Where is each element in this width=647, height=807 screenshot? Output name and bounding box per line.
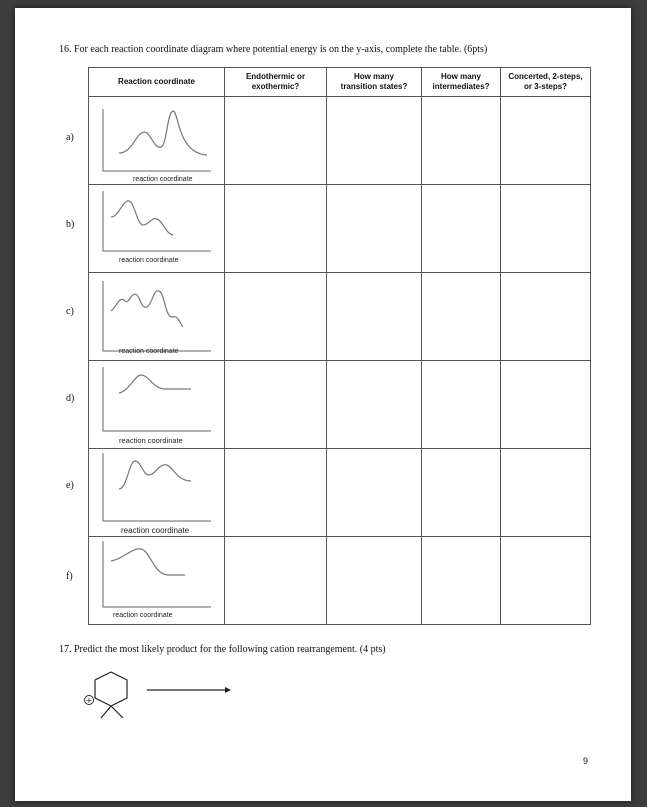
diagram-d-graph <box>89 361 211 448</box>
worksheet-page <box>15 8 631 801</box>
answer-cell-f-steps[interactable] <box>501 537 591 625</box>
diagram-cell-a <box>89 97 225 185</box>
answer-cell-b-transition-states[interactable] <box>327 185 422 273</box>
diagram-a-axis-label: reaction coordinate <box>133 176 193 183</box>
answer-cell-e-steps[interactable] <box>501 449 591 537</box>
answer-cell-d-intermediates[interactable] <box>422 361 501 449</box>
positive-charge-symbol: + <box>85 696 93 705</box>
diagram-cell-f <box>89 537 225 625</box>
answer-cell-b-intermediates[interactable] <box>422 185 501 273</box>
question-17-text: 17. Predict the most likely product for the following cation rearrangement. (4 pts) <box>59 644 386 655</box>
header-transition-states-text: How many transition states? <box>340 72 408 91</box>
header-intermediates <box>422 68 501 97</box>
row-label-c: c) <box>66 306 74 317</box>
diagram-e-graph <box>89 449 211 536</box>
answer-cell-f-endo-exo[interactable] <box>225 537 327 625</box>
answer-cell-e-transition-states[interactable] <box>327 449 422 537</box>
answer-cell-e-intermediates[interactable] <box>422 449 501 537</box>
header-reaction-coordinate: Reaction coordinate <box>89 68 225 97</box>
table-row <box>89 449 591 537</box>
row-label-b: b) <box>66 219 75 230</box>
answer-cell-c-steps[interactable] <box>501 273 591 361</box>
answer-cell-c-endo-exo[interactable] <box>225 273 327 361</box>
table-row <box>89 361 591 449</box>
row-label-f: f) <box>66 571 73 582</box>
table-row <box>89 537 591 625</box>
diagram-cell-e <box>89 449 225 537</box>
answer-cell-d-transition-states[interactable] <box>327 361 422 449</box>
diagram-a-graph <box>89 97 211 184</box>
header-endo-exo-text: Endothermic or exothermic? <box>245 72 306 91</box>
diagram-cell-d <box>89 361 225 449</box>
diagram-d-axis-label: reaction coordinate <box>119 436 183 445</box>
reaction-coordinate-table <box>88 67 591 625</box>
table-row <box>89 273 591 361</box>
question-16-text: 16. For each reaction coordinate diagram where potential energy is on the y-axis, complete the table. (6pts) <box>59 44 488 55</box>
answer-cell-a-steps[interactable] <box>501 97 591 185</box>
diagram-e-axis-label: reaction coordinate <box>121 526 190 535</box>
answer-cell-d-endo-exo[interactable] <box>225 361 327 449</box>
answer-cell-a-endo-exo[interactable] <box>225 97 327 185</box>
row-label-d: d) <box>66 393 75 404</box>
answer-cell-d-steps[interactable] <box>501 361 591 449</box>
header-intermediates-text: How many intermediates? <box>432 72 490 91</box>
answer-cell-e-endo-exo[interactable] <box>225 449 327 537</box>
answer-cell-f-intermediates[interactable] <box>422 537 501 625</box>
table-row <box>89 185 591 273</box>
answer-cell-a-transition-states[interactable] <box>327 97 422 185</box>
table-row <box>89 97 591 185</box>
diagram-f-axis-label: reaction coordinate <box>113 612 173 619</box>
header-endo-exo <box>225 68 327 97</box>
row-label-a: a) <box>66 132 74 143</box>
answer-cell-b-steps[interactable] <box>501 185 591 273</box>
table-header-row <box>89 68 591 97</box>
answer-cell-f-transition-states[interactable] <box>327 537 422 625</box>
diagram-cell-b <box>89 185 225 273</box>
diagram-b-axis-label: reaction coordinate <box>119 257 179 264</box>
row-label-e: e) <box>66 480 74 491</box>
diagram-c-axis-label: reaction coordinate <box>119 348 179 355</box>
diagram-cell-c <box>89 273 225 361</box>
diagram-c-graph <box>89 273 211 360</box>
header-transition-states <box>327 68 422 97</box>
answer-cell-a-intermediates[interactable] <box>422 97 501 185</box>
cyclohexyl-cation-drawing <box>81 668 231 728</box>
answer-cell-b-endo-exo[interactable] <box>225 185 327 273</box>
answer-cell-c-transition-states[interactable] <box>327 273 422 361</box>
header-steps-text: Concerted, 2-steps, or 3-steps? <box>508 72 583 91</box>
cation-structure <box>81 668 231 733</box>
page-number: 9 <box>582 756 588 766</box>
header-steps <box>501 68 591 97</box>
diagram-f-graph <box>89 537 211 624</box>
answer-cell-c-intermediates[interactable] <box>422 273 501 361</box>
